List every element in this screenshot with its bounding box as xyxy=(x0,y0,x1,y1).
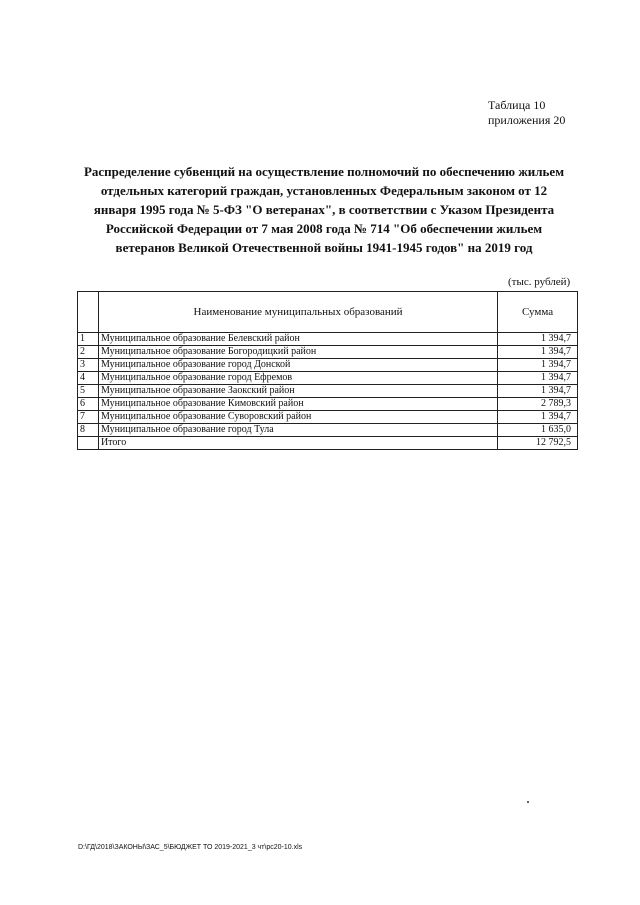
table-row xyxy=(78,372,578,385)
row-sum: 1 394,7 xyxy=(498,359,578,372)
row-sum: 1 394,7 xyxy=(498,385,578,398)
row-sum: 1 394,7 xyxy=(498,346,578,359)
file-path: D:\ГД\2018\ЗАКОНЫ\ЗАС_5\БЮДЖЕТ ТО 2019-2021_3 чт\рс20-10.xls xyxy=(78,844,303,851)
row-name: Муниципальное образование город Донской xyxy=(98,359,497,372)
row-sum: 1 394,7 xyxy=(498,333,578,346)
row-name: Муниципальное образование Суворовский район xyxy=(98,411,497,424)
total-num xyxy=(78,437,99,450)
row-name: Муниципальное образование Белевский район xyxy=(98,333,497,346)
table-row xyxy=(78,424,578,437)
row-sum: 1 394,7 xyxy=(498,411,578,424)
table-row xyxy=(78,398,578,411)
table-row xyxy=(78,346,578,359)
appendix-label: приложения 20 xyxy=(488,113,566,127)
document-title: Распределение субвенций на осуществление полномочий по обеспечению жильем отдельных категорий граждан, установленных Федеральным законом от 12 января 1995 года № 5-ФЗ "О ветеранах", в соответствии с Указом Президента Российской Федерации от 7 мая 2008 года № 714 "Об обеспечении жильем ветеранов Великой Отечественной войны 1941-1945 годов" на 2019 год xyxy=(83,164,565,255)
table-header-row xyxy=(78,292,578,333)
table-number-label: Таблица 10 xyxy=(488,98,546,112)
row-number: 4 xyxy=(78,372,99,385)
row-number: 3 xyxy=(78,359,99,372)
row-number: 5 xyxy=(78,385,99,398)
header-name: Наименование муниципальных образований xyxy=(98,292,497,333)
row-sum: 1 635,0 xyxy=(498,424,578,437)
speck-mark xyxy=(527,801,529,803)
table-row xyxy=(78,359,578,372)
header-sum: Сумма xyxy=(498,292,578,333)
row-name: Муниципальное образование город Ефремов xyxy=(98,372,497,385)
total-row xyxy=(78,437,578,450)
row-number: 6 xyxy=(78,398,99,411)
row-name: Муниципальное образование Заокский район xyxy=(98,385,497,398)
table-row xyxy=(78,411,578,424)
row-sum: 1 394,7 xyxy=(498,372,578,385)
row-number: 1 xyxy=(78,333,99,346)
row-name: Муниципальное образование Богородицкий район xyxy=(98,346,497,359)
table-row xyxy=(78,333,578,346)
table-row xyxy=(78,385,578,398)
row-number: 8 xyxy=(78,424,99,437)
total-sum: 12 792,5 xyxy=(498,437,578,450)
subvention-table xyxy=(77,291,578,450)
total-label: Итого xyxy=(98,437,497,450)
row-number: 7 xyxy=(78,411,99,424)
table-reference xyxy=(488,98,565,128)
unit-label: (тыс. рублей) xyxy=(508,276,571,288)
row-number: 2 xyxy=(78,346,99,359)
row-name: Муниципальное образование Кимовский район xyxy=(98,398,497,411)
row-sum: 2 789,3 xyxy=(498,398,578,411)
header-num xyxy=(78,292,99,333)
row-name: Муниципальное образование город Тула xyxy=(98,424,497,437)
